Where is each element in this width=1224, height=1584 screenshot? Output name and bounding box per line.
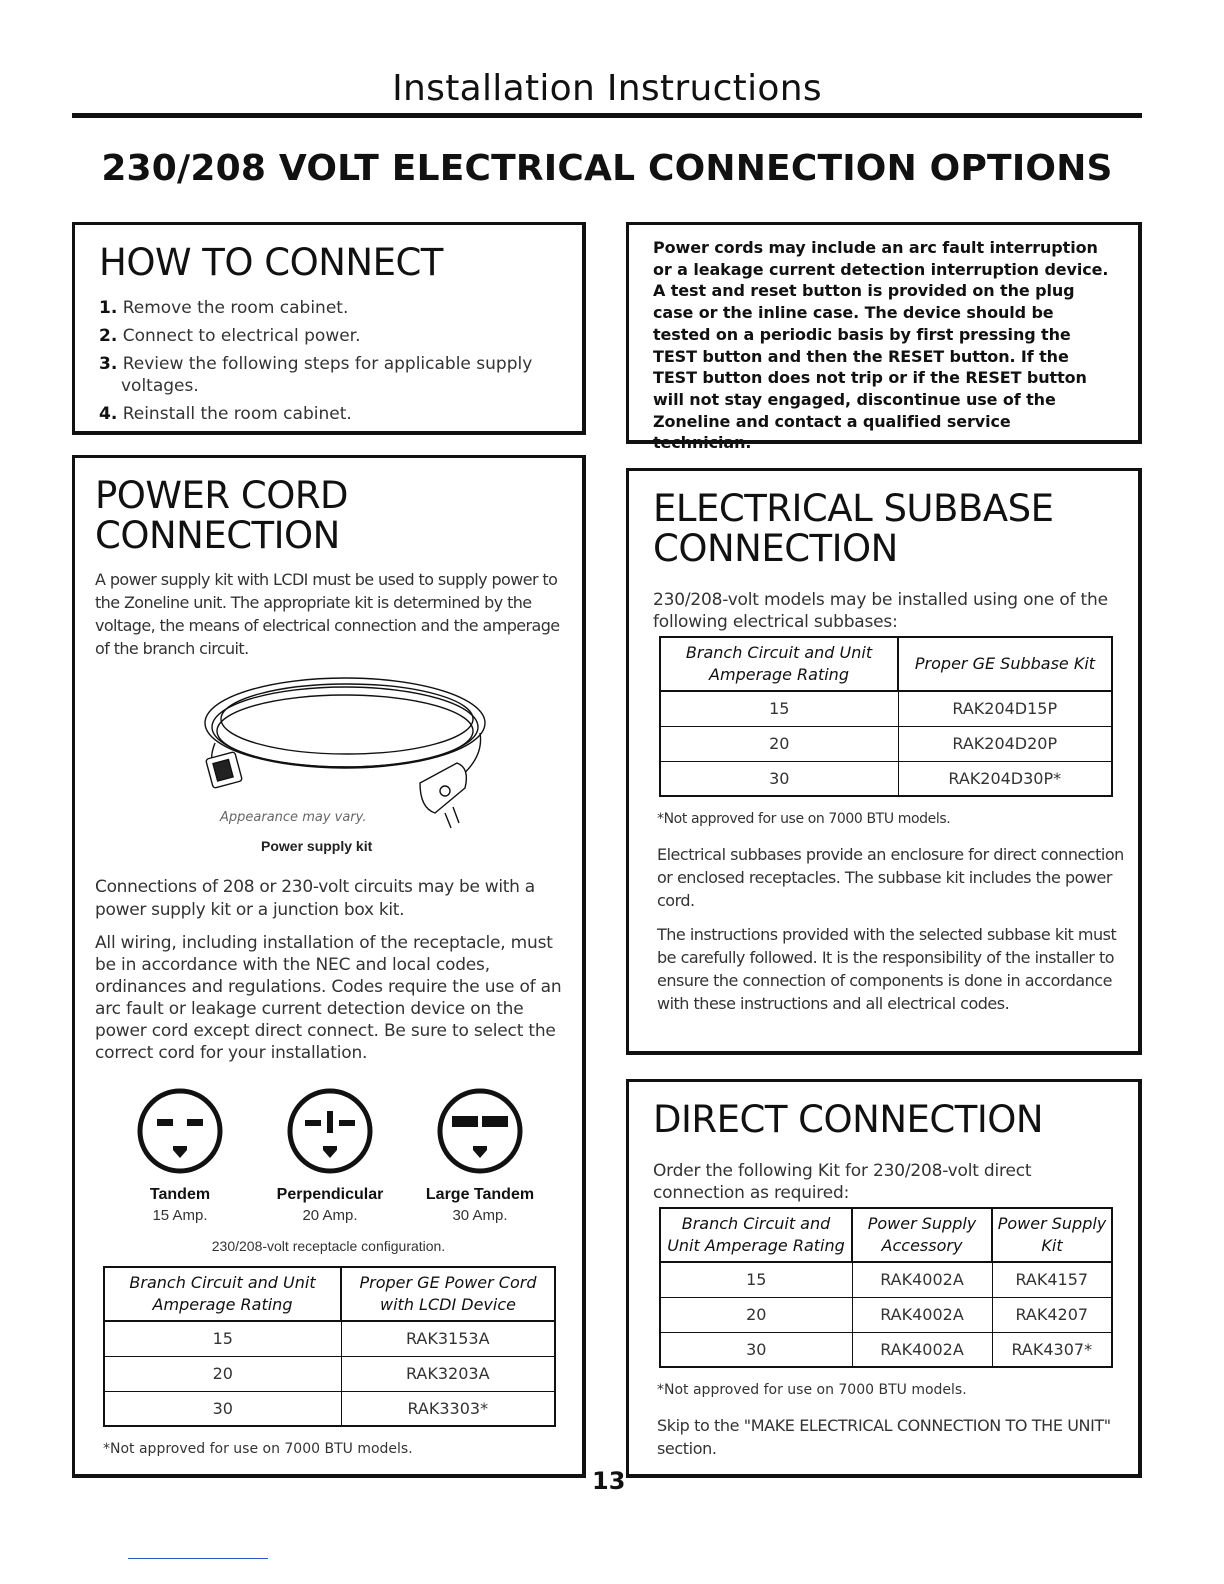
- figure-caption: Power supply kit: [261, 838, 373, 854]
- power-cord-table: [103, 1266, 556, 1427]
- table-header: Branch Circuit and Unit Amperage Rating: [660, 1208, 852, 1262]
- direct-connection-box: [626, 1079, 1142, 1478]
- skip-instruction: Skip to the "MAKE ELECTRICAL CONNECTION TO THE UNIT" section.: [657, 1416, 1111, 1458]
- header-title: Installation Instructions: [392, 68, 822, 109]
- header-rule: [72, 113, 1142, 118]
- subbase-footnote: *Not approved for use on 7000 BTU models.: [657, 811, 951, 827]
- how-to-connect-box: [72, 222, 586, 435]
- subbase-para2: Electrical subbases provide an enclosure for direct connection or enclosed receptacles. The subbase kit includes the power cord.: [657, 845, 1124, 910]
- how-to-connect-steps: [99, 297, 558, 425]
- step-item: 4. Reinstall the room cabinet.: [99, 404, 352, 424]
- direct-connection-table: [659, 1207, 1113, 1368]
- subbase-para3: The instructions provided with the selected subbase kit must be carefully followed. It is the responsibility of the installer to ensure the connection of components is done in accordance with these instructions and all electrical codes.: [657, 925, 1117, 1013]
- subbase-heading: ELECTRICAL SUBBASE CONNECTION: [653, 487, 1054, 570]
- table-row: 20 RAK3203A: [104, 1356, 555, 1391]
- table-header: Branch Circuit and Unit Amperage Rating: [660, 637, 898, 691]
- subbase-box: [626, 468, 1142, 1055]
- subbase-intro: 230/208-volt models may be installed using one of the following electrical subbases:: [653, 590, 1108, 632]
- page-number: 13: [592, 1467, 626, 1495]
- power-cord-para2: Connections of 208 or 230-volt circuits may be with a power supply kit or a junction box kit.: [95, 877, 535, 920]
- table-header: Power Supply Kit: [992, 1208, 1112, 1262]
- table-row: 30 RAK3303*: [104, 1391, 555, 1426]
- table-header: Proper GE Power Cord with LCDI Device: [341, 1267, 555, 1321]
- arc-fault-notice-box: [626, 222, 1142, 453]
- receptacle-amp: 20 Amp.: [302, 1207, 358, 1224]
- power-cord-heading: POWER CORD CONNECTION: [95, 474, 349, 557]
- receptacle-large-tandem: [415, 1086, 545, 1224]
- table-row: 30 RAK204D30P*: [660, 761, 1112, 796]
- step-item: 2. Connect to electrical power.: [99, 326, 361, 346]
- direct-connection-footnote: *Not approved for use on 7000 BTU models.: [657, 1382, 967, 1398]
- receptacle-amp: 30 Amp.: [452, 1207, 508, 1224]
- receptacle-name: Perpendicular: [276, 1186, 384, 1203]
- tandem-receptacle-icon: [135, 1086, 225, 1176]
- table-row: 15 RAK204D15P: [660, 691, 1112, 726]
- main-title: 230/208 VOLT ELECTRICAL CONNECTION OPTIONS: [101, 148, 1113, 189]
- figure-caption-italic: Appearance may vary.: [220, 810, 367, 825]
- table-row: 15 RAK3153A: [104, 1321, 555, 1356]
- table-row: 15 RAK4002A RAK4157: [660, 1262, 1112, 1297]
- receptacle-amp: 15 Amp.: [152, 1207, 208, 1224]
- step-item: 3. Review the following steps for applicable supply voltages.: [99, 354, 533, 396]
- table-header: Power Supply Accessory: [852, 1208, 992, 1262]
- receptacle-name: Large Tandem: [425, 1186, 535, 1203]
- power-supply-kit-image: [195, 673, 505, 833]
- page-header: [72, 68, 1142, 109]
- table-row: 20 RAK204D20P: [660, 726, 1112, 761]
- table-row: 20 RAK4002A RAK4207: [660, 1297, 1112, 1332]
- perpendicular-receptacle-icon: [285, 1086, 375, 1176]
- direct-connection-heading: DIRECT CONNECTION: [653, 1098, 1044, 1141]
- receptacle-name: Tandem: [149, 1186, 211, 1203]
- direct-connection-intro: Order the following Kit for 230/208-volt direct connection as required:: [653, 1161, 1032, 1203]
- table-header: Proper GE Subbase Kit: [898, 637, 1112, 691]
- subbase-table: [659, 636, 1113, 797]
- power-cord-box: [72, 455, 586, 1478]
- receptacle-caption: 230/208-volt receptacle configuration.: [211, 1238, 446, 1254]
- bottom-rule: [128, 1558, 268, 1559]
- receptacle-tandem: [115, 1086, 245, 1224]
- table-header: Branch Circuit and Unit Amperage Rating: [104, 1267, 341, 1321]
- step-item: 1. Remove the room cabinet.: [99, 298, 349, 318]
- large-tandem-receptacle-icon: [435, 1086, 525, 1176]
- power-cord-footnote: *Not approved for use on 7000 BTU models.: [103, 1441, 413, 1457]
- arc-fault-notice-text: Power cords may include an arc fault interruption or a leakage current detection interruption device. A test and reset button is provided on the plug case or the inline case. The device should be tested on a periodic basis by first pressing the TEST button and then the RESET button. If the TEST button does not trip or if the RESET button will not stay engaged, discontinue use of the Zoneline and contact a qualified service technician.: [653, 238, 1109, 453]
- how-to-connect-heading: HOW TO CONNECT: [99, 241, 443, 284]
- power-cord-intro: A power supply kit with LCDI must be used to supply power to the Zoneline unit. The appropriate kit is determined by the voltage, the means of electrical connection and the amperage of the branch circuit.: [95, 570, 560, 658]
- power-cord-para3: All wiring, including installation of the receptacle, must be in accordance with the NEC and local codes, ordinances and regulations. Codes require the use of an arc fault or leakage current detection device on the power cord except direct connect. Be sure to select the correct cord for your installation.: [95, 933, 562, 1063]
- table-row: 30 RAK4002A RAK4307*: [660, 1332, 1112, 1367]
- receptacle-perpendicular: [265, 1086, 395, 1224]
